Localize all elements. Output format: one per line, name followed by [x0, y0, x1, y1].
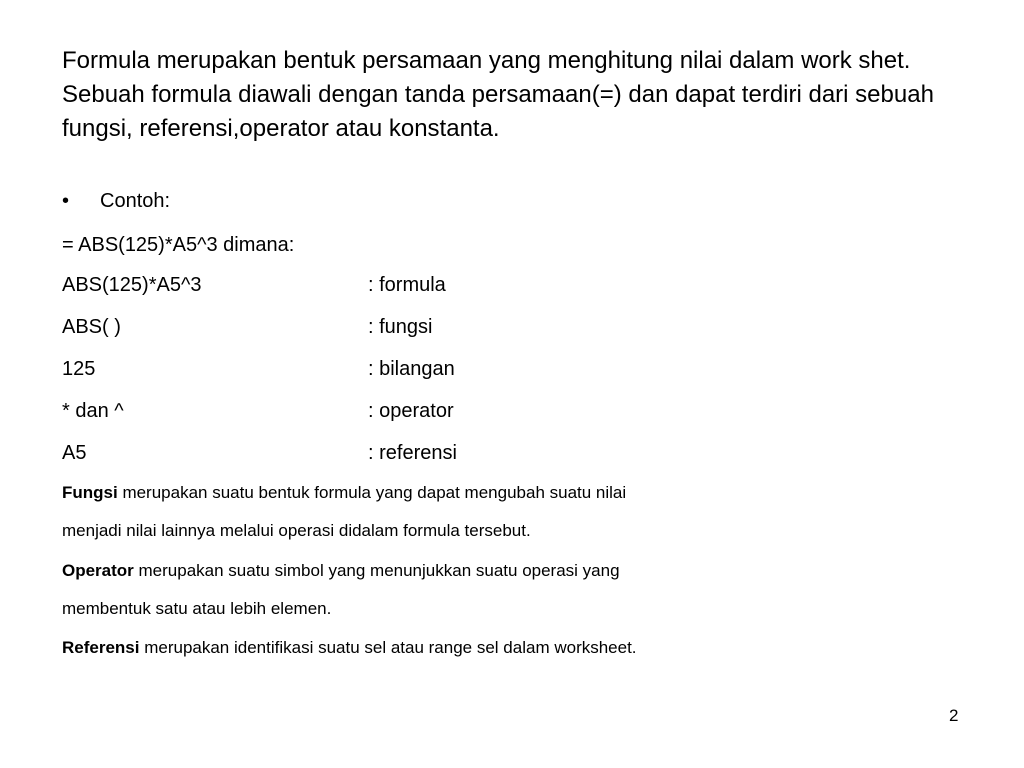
paragraph-operator-line2: membentuk satu atau lebih elemen.	[62, 599, 332, 618]
term-referensi: Referensi	[62, 638, 140, 657]
paragraph-fungsi-line2: menjadi nilai lainnya melalui operasi didalam formula tersebut.	[62, 521, 531, 540]
definition-desc: : referensi	[368, 442, 457, 464]
page-number: 2	[949, 706, 959, 725]
paragraph-operator-text: merupakan suatu simbol yang menunjukkan suatu operasi yang	[133, 561, 620, 580]
definition-term: ABS(125)*A5^3	[62, 274, 202, 296]
definition-term: A5	[62, 442, 87, 464]
paragraph-referensi-text: merupakan identifikasi suatu sel atau range sel dalam worksheet.	[139, 638, 637, 657]
definition-desc: : formula	[368, 274, 446, 296]
intro-paragraph: Formula merupakan bentuk persamaan yang menghitung nilai dalam work shet. Sebuah formula diawali dengan tanda persamaan(=) dan dapat terdiri dari sebuah fungsi, referensi,operator atau konstanta.	[62, 47, 934, 142]
bullet-label: Contoh:	[100, 190, 171, 212]
definition-term: 125	[62, 358, 96, 380]
bullet-icon: •	[62, 190, 70, 212]
example-formula-line: = ABS(125)*A5^3 dimana:	[62, 234, 295, 256]
term-operator: Operator	[62, 561, 134, 580]
definition-desc: : operator	[368, 400, 454, 422]
definition-desc: : fungsi	[368, 316, 433, 338]
bullet-item-contoh	[62, 187, 170, 215]
paragraph-operator-line1	[62, 559, 620, 583]
definition-term: * dan ^	[62, 400, 124, 422]
definition-desc: : bilangan	[368, 358, 455, 380]
paragraph-fungsi-text: merupakan suatu bentuk formula yang dapat mengubah suatu nilai	[117, 483, 627, 502]
term-fungsi: Fungsi	[62, 483, 118, 502]
paragraph-fungsi-line1	[62, 481, 626, 505]
paragraph-referensi-line1	[62, 636, 637, 660]
definition-term: ABS( )	[62, 316, 121, 338]
